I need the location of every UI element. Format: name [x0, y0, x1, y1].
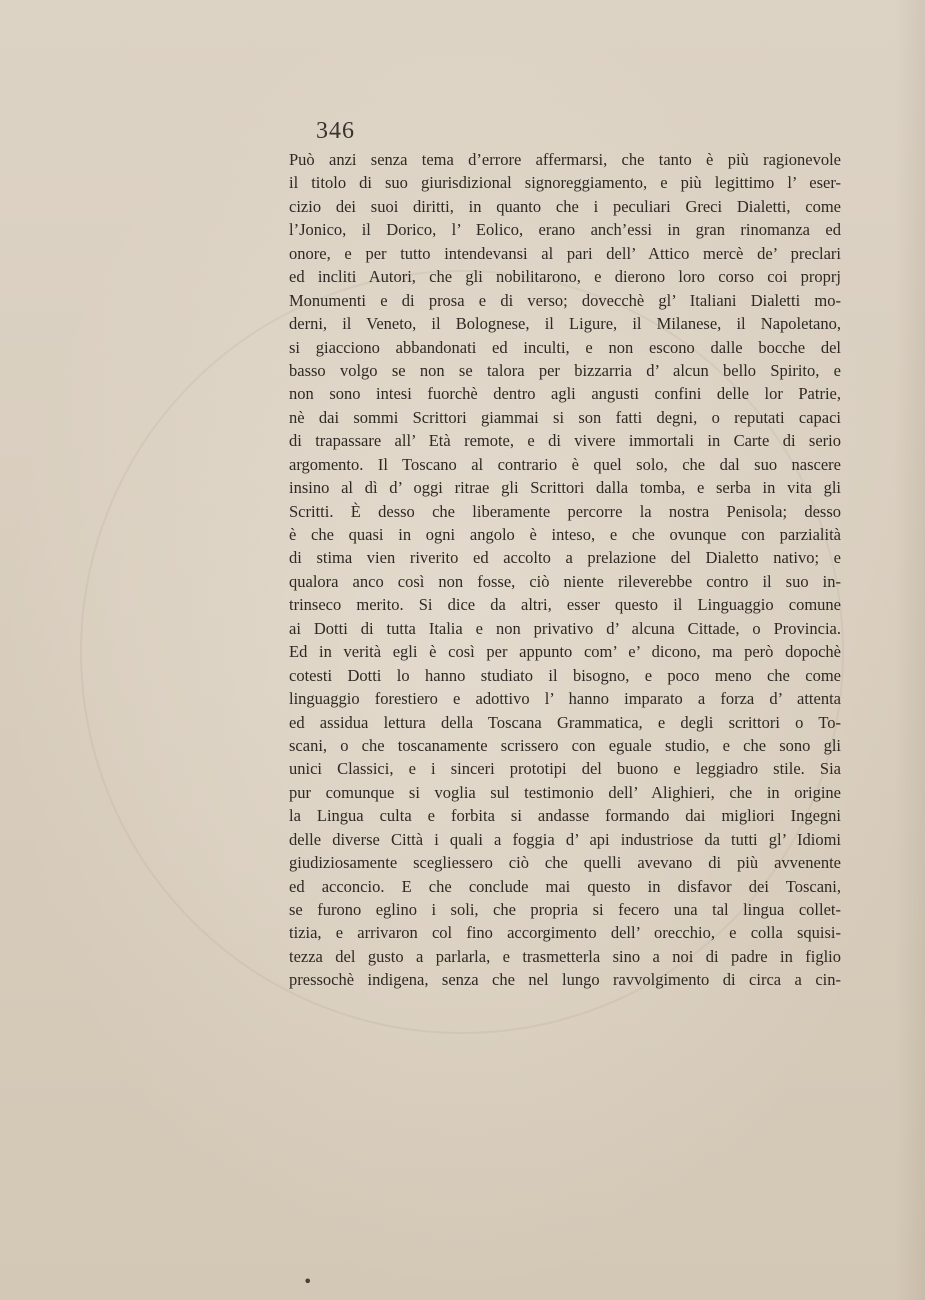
- text-line: linguaggio forestiero e adottivo l’ hanno imparato a forza d’ attenta: [289, 689, 841, 709]
- page-edge-shadow: [895, 0, 925, 1300]
- page-number: 346: [316, 118, 355, 144]
- text-line: Monumenti e di prosa e di verso; dovecchè gl’ Italiani Dialetti mo-: [289, 290, 841, 310]
- text-line: Ed in verità egli è così per appunto com’ e’ dicono, ma però dopochè: [289, 642, 841, 662]
- text-line: tezza del gusto a parlarla, e trasmetterla sino a noi di padre in figlio: [289, 946, 841, 966]
- text-line: non sono intesi fuorchè dentro agli angusti confini delle lor Patrie,: [289, 384, 841, 404]
- text-line: onore, e per tutto intendevansi al pari dell’ Attico mercè de’ preclari: [289, 243, 841, 263]
- text-line: Scritti. È desso che liberamente percorre la nostra Penisola; desso: [289, 501, 841, 521]
- text-line: se furono eglino i soli, che propria si fecero una tal lingua collet-: [289, 900, 841, 919]
- text-line: cotesti Dotti lo hanno studiato il bisogno, e poco meno che come: [289, 665, 841, 685]
- text-line: di trapassare all’ Età remote, e di vivere immortali in Carte di serio: [289, 431, 841, 451]
- text-line: tizia, e arrivaron col fino accorgimento dell’ orecchio, e colla squisi-: [289, 923, 841, 943]
- text-line: si giacciono abbandonati ed inculti, e non escono dalle bocche del: [289, 337, 841, 357]
- text-line: ed assidua lettura della Toscana Grammatica, e degli scrittori o To-: [289, 712, 841, 732]
- text-line: basso volgo se non se talora per bizzarria d’ alcun bello Spirito, e: [289, 360, 841, 380]
- text-line: argomento. Il Toscano al contrario è quel solo, che dal suo nascere: [289, 454, 841, 474]
- text-line: di stima vien riverito ed accolto a prelazione del Dialetto nativo; e: [289, 548, 841, 568]
- text-line: la Lingua culta e forbita si andasse formando dai migliori Ingegni: [289, 806, 841, 826]
- text-line: cizio dei suoi diritti, in quanto che i peculiari Greci Dialetti, come: [289, 196, 841, 216]
- text-line: Può anzi senza tema d’errore affermarsi, che tanto è più ragionevole: [289, 150, 841, 169]
- text-line: qualora anco così non fosse, ciò niente rileverebbe contro il suo in-: [289, 571, 841, 591]
- text-line: pressochè indigena, senza che nel lungo ravvolgimento di circa a cin-: [289, 970, 841, 990]
- text-line: è che quasi in ogni angolo è inteso, e che ovunque con parzialità: [289, 525, 841, 544]
- text-line: giudiziosamente scegliessero ciò che quelli avevano di più avvenente: [289, 853, 841, 873]
- text-line: unici Classici, e i sinceri prototipi del buono e leggiadro stile. Sia: [289, 759, 841, 779]
- text-line: nè dai sommi Scrittori giammai si son fatti degni, o reputati capaci: [289, 407, 841, 427]
- text-line: l’Jonico, il Dorico, l’ Eolico, erano anch’essi in gran rinomanza ed: [289, 220, 841, 240]
- text-line: ai Dotti di tutta Italia e non privativo d’ alcuna Cittade, o Provincia.: [289, 618, 841, 638]
- text-line: il titolo di suo giurisdizional signoreggiamento, e più legittimo l’ eser-: [289, 173, 841, 193]
- text-line: ed incliti Autori, che gli nobilitarono, e dierono loro corso coi proprj: [289, 267, 841, 287]
- body-text: [289, 148, 841, 992]
- text-line: delle diverse Città i quali a foggia d’ api industriose da tutti gl’ Idiomi: [289, 829, 841, 849]
- text-line: ed acconcio. E che conclude mai questo in disfavor dei Toscani,: [289, 876, 841, 896]
- text-line: pur comunque si voglia sul testimonio dell’ Alighieri, che in origine: [289, 782, 841, 802]
- text-line: scani, o che toscanamente scrissero con eguale studio, e che sono gli: [289, 735, 841, 755]
- text-line: derni, il Veneto, il Bolognese, il Ligure, il Milanese, il Napoletano,: [289, 314, 841, 334]
- footer-dot: •: [303, 1272, 313, 1291]
- text-line: trinseco merito. Si dice da altri, esser questo il Linguaggio comune: [289, 595, 841, 615]
- text-line: insino al dì d’ oggi ritrae gli Scrittori dalla tomba, e serba in vita gli: [289, 478, 841, 498]
